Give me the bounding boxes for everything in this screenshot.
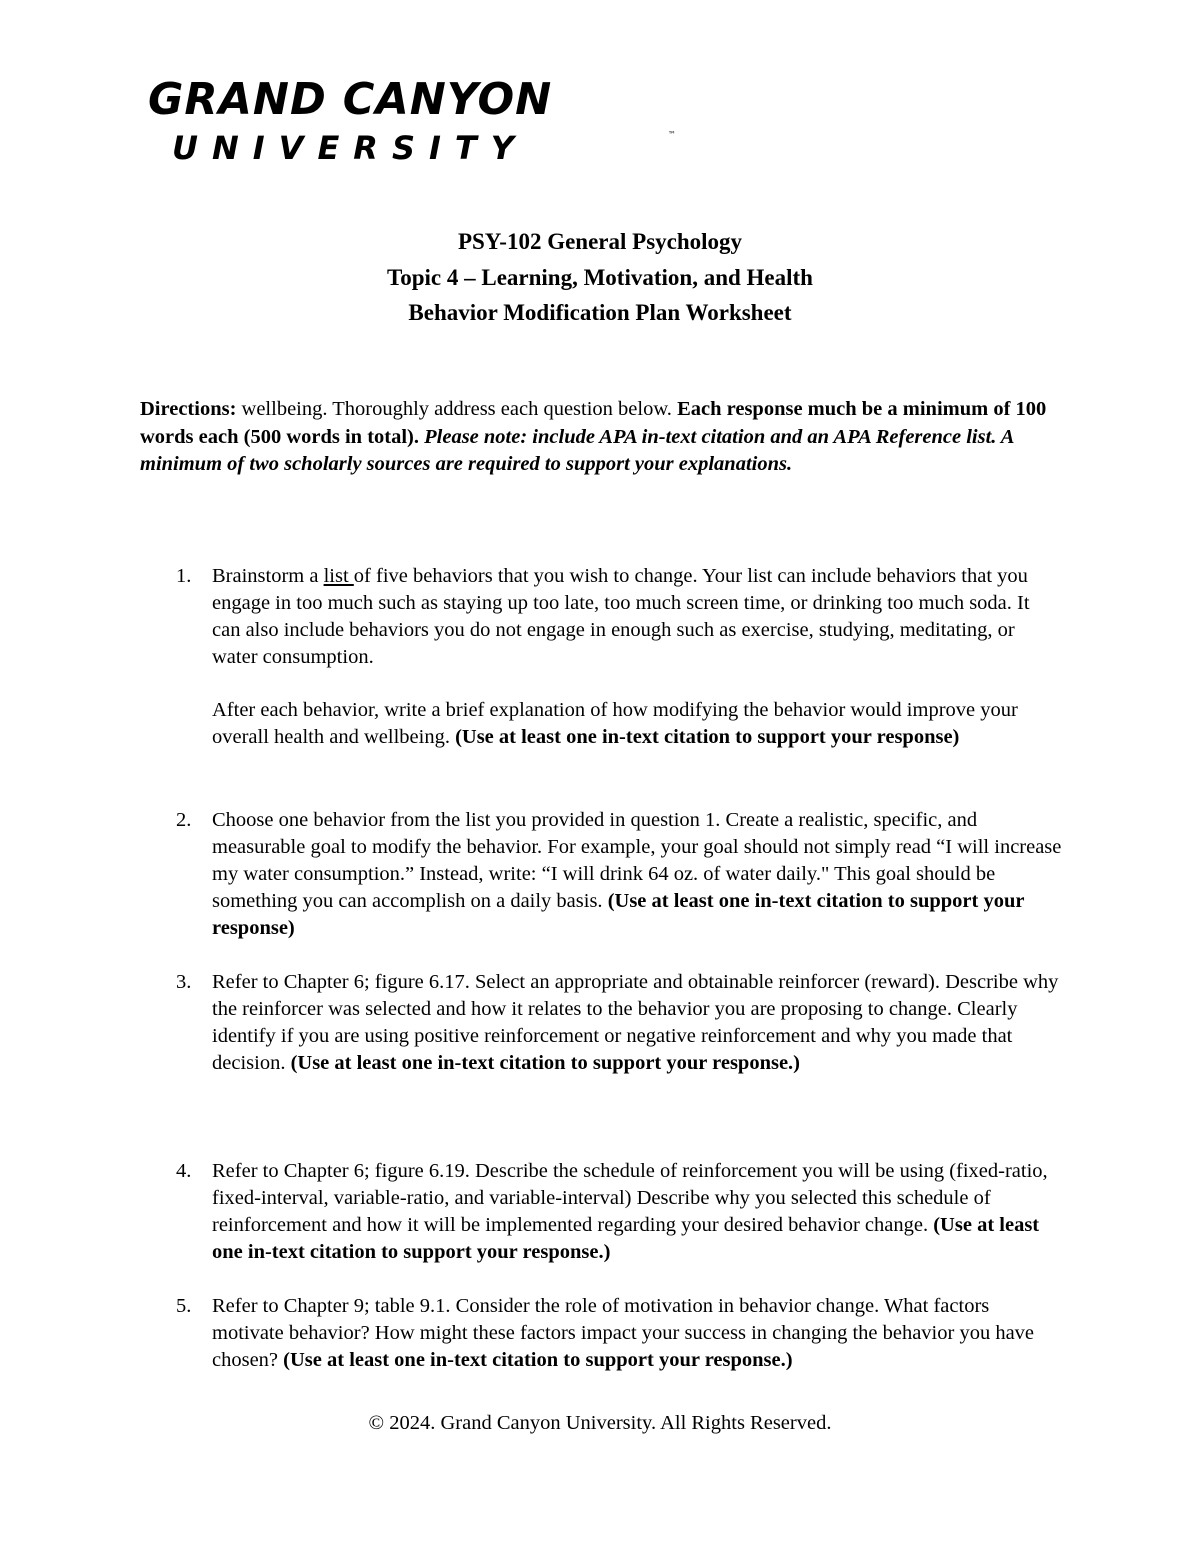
directions-label: Directions: bbox=[140, 398, 237, 420]
topic-title: Topic 4 – Learning, Motivation, and Health bbox=[387, 264, 813, 290]
question-text: Brainstorm a list of five behaviors that you wish to change. Your list can include behaviors that you engage in too much such as staying up too late, too much screen time, or drinking too much soda. It can also include behaviors you do not engage in enough such as exercise, studying, meditating, or water consumption. bbox=[212, 565, 1030, 668]
question-text: Refer to Chapter 6; figure 6.19. Describe the schedule of reinforcement you will be using (fixed-ratio, fixed-interval, variable-ratio, and variable-interval) Describe why you selected this schedule of reinforcement and how it will be implemented regarding your desired behavior change. (Use at least one in-text citation to support your response.) bbox=[212, 1160, 1048, 1263]
question-number: 1. bbox=[176, 565, 192, 587]
directions-text: wellbeing. Thoroughly address each question below. bbox=[236, 398, 678, 420]
citation-requirement: (Use at least one in-text citation to support your response) bbox=[455, 726, 960, 748]
question-text: Refer to Chapter 6; figure 6.17. Select an appropriate and obtainable reinforcer (reward). Describe why the reinforcer was selected and how it relates to the behavior you are proposing to change. Clearly identify if you are using positive reinforcement or negative reinforcement and why you made that decision. (Use at least one in-text citation to support your response.) bbox=[212, 971, 1059, 1074]
logo-line-grand-canyon: GRAND CANYON bbox=[148, 74, 553, 125]
citation-requirement: (Use at least one in-text citation to support your response) bbox=[212, 890, 1025, 939]
question-number: 3. bbox=[176, 971, 192, 993]
directions-word-requirement: Each response much be a minimum of 100 words each (500 words in total). bbox=[140, 398, 1047, 448]
copyright-footer: © 2024. Grand Canyon University. All Rights Reserved. bbox=[368, 1412, 832, 1434]
citation-requirement: (Use at least one in-text citation to support your response.) bbox=[212, 1214, 1040, 1263]
question-text: Refer to Chapter 9; table 9.1. Consider the role of motivation in behavior change. What factors motivate behavior? How might these factors impact your success in changing the behavior you have chosen? (Use at least one in-text citation to support your response.) bbox=[212, 1295, 1035, 1371]
directions-paragraph bbox=[140, 396, 1060, 479]
worksheet-title: Behavior Modification Plan Worksheet bbox=[408, 300, 792, 325]
question-number: 2. bbox=[176, 809, 192, 831]
citation-requirement: (Use at least one in-text citation to support your response.) bbox=[290, 1052, 801, 1074]
course-title: PSY-102 General Psychology bbox=[457, 229, 743, 254]
document-title-block bbox=[0, 224, 1200, 331]
question-followup-text: After each behavior, write a brief explanation of how modifying the behavior would improve your overall health and wellbeing. (Use at least one in-text citation to support your response) bbox=[212, 699, 1018, 748]
question-number: 5. bbox=[176, 1295, 192, 1317]
logo-line-university: UNIVERSITY bbox=[172, 129, 528, 167]
underlined-word: list bbox=[323, 565, 354, 587]
question-number: 4. bbox=[176, 1160, 192, 1182]
directions-citation-note: Please note: include APA in-text citation and an APA Reference list. A minimum of two scholarly sources are required to support your explanations. bbox=[140, 425, 1014, 475]
trademark-symbol: ™ bbox=[668, 130, 676, 139]
university-logo bbox=[148, 74, 676, 167]
question-text: Choose one behavior from the list you provided in question 1. Create a realistic, specific, and measurable goal to modify the behavior. For example, your goal should not simply read “I will increase my water consumption.” Instead, write: “I will drink 64 oz. of water daily." This goal should be something you can accomplish on a daily basis. (Use at least one in-text citation to support your response) bbox=[212, 809, 1062, 939]
citation-requirement: (Use at least one in-text citation to support your response.) bbox=[283, 1349, 793, 1371]
